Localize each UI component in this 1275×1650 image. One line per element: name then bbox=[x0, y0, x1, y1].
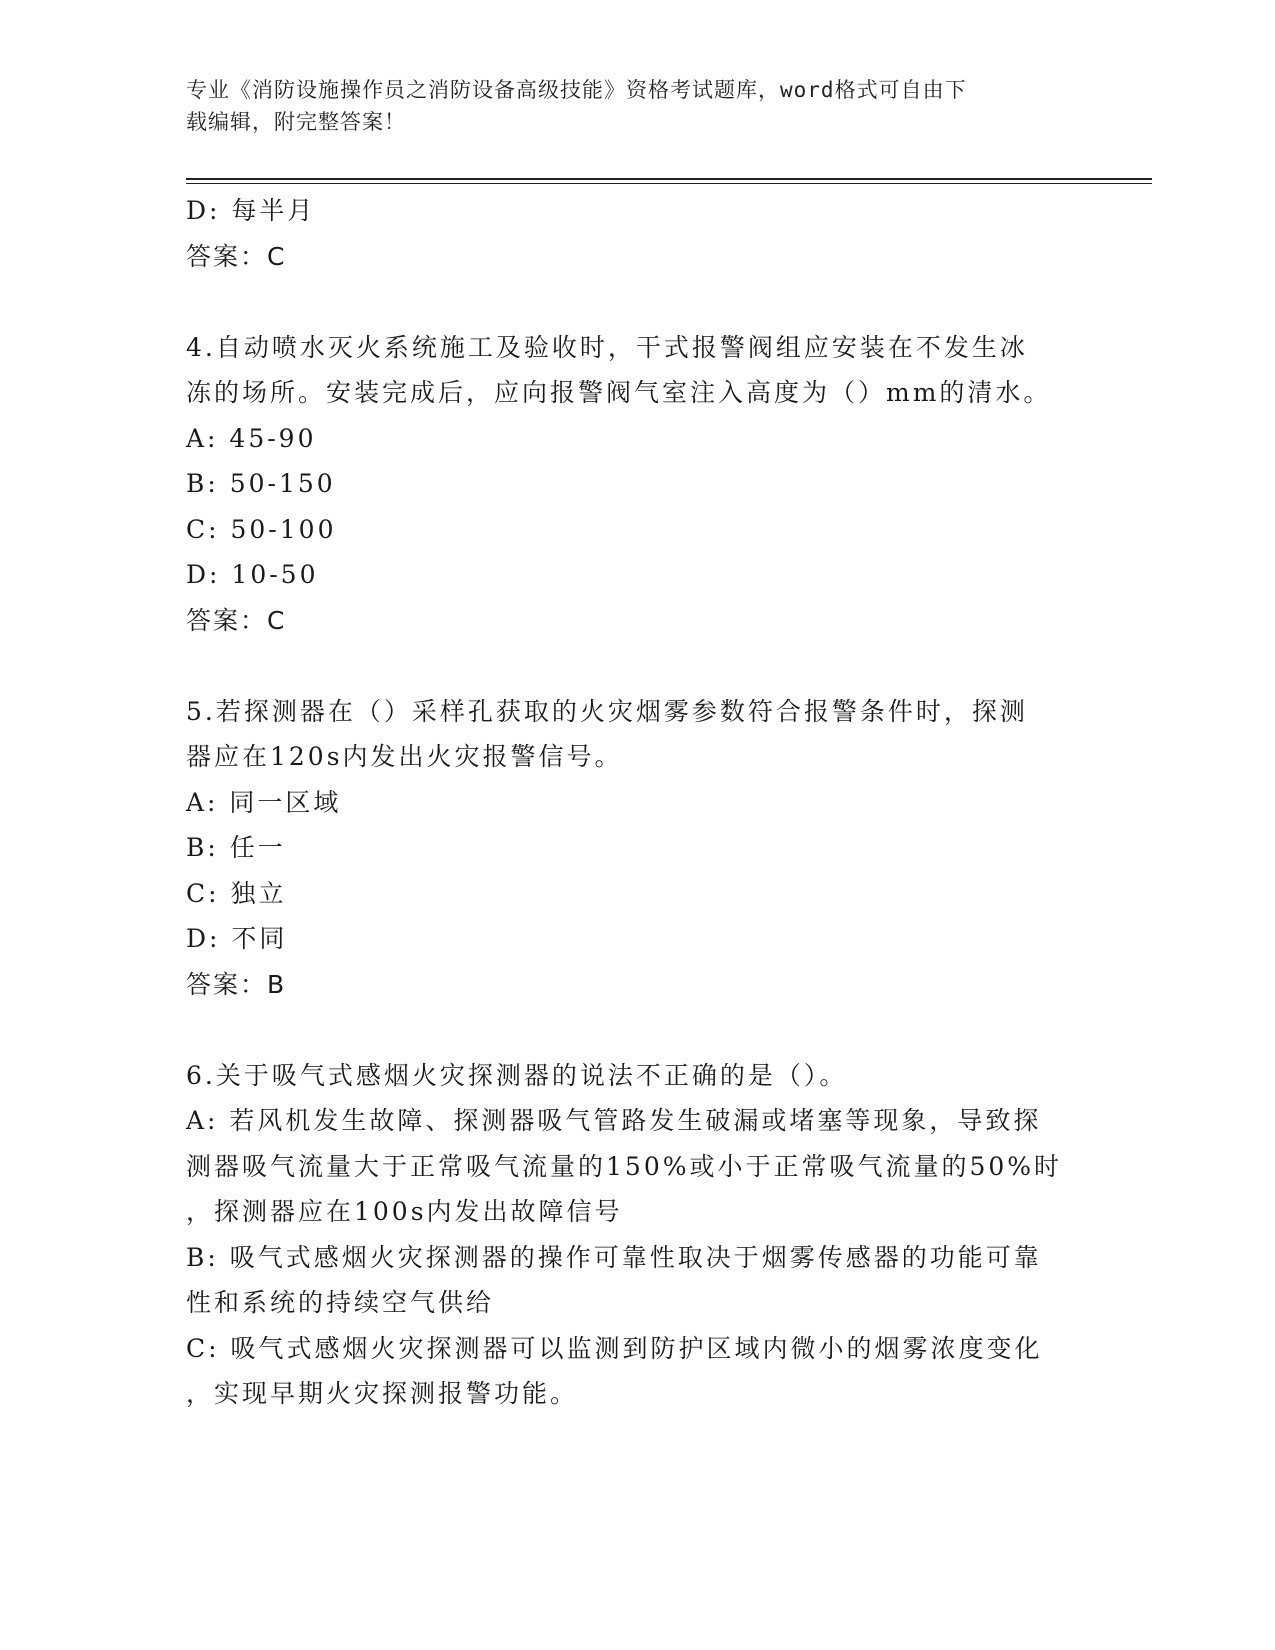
option-a: A: 同一区域 bbox=[186, 787, 342, 817]
option-b-continued: 性和系统的持续空气供给 bbox=[186, 1288, 495, 1317]
option-c: C: 独立 bbox=[186, 878, 287, 908]
spacer bbox=[186, 643, 1086, 689]
answer: 答案：B bbox=[186, 969, 287, 999]
question-3-tail bbox=[186, 188, 1086, 279]
option-b: B: 50-150 bbox=[186, 469, 336, 498]
header-line-1: 专业《消防设施操作员之消防设备高级技能》资格考试题库，word格式可自由下 bbox=[186, 78, 967, 102]
document-body bbox=[186, 188, 1086, 1417]
page-header bbox=[186, 74, 1066, 138]
header-divider-thin bbox=[186, 183, 1152, 184]
option-d: D: 不同 bbox=[186, 924, 288, 953]
option-d: D: 10-50 bbox=[186, 560, 319, 589]
question-stem: 器应在120s内发出火灾报警信号。 bbox=[186, 742, 623, 771]
question-6 bbox=[186, 1053, 1086, 1417]
question-4 bbox=[186, 325, 1086, 644]
question-stem: 冻的场所。安装完成后，应向报警阀气室注入高度为（）mm的清水。 bbox=[186, 378, 1052, 407]
option-a: A: 若风机发生故障、探测器吸气管路发生破漏或堵塞等现象，导致探 bbox=[186, 1106, 1042, 1135]
question-stem: 6.关于吸气式感烟火灾探测器的说法不正确的是（）。 bbox=[186, 1060, 848, 1090]
question-5 bbox=[186, 689, 1086, 1008]
question-stem: 4.自动喷水灭火系统施工及验收时，干式报警阀组应安装在不发生冰 bbox=[186, 332, 1028, 362]
option-a: A: 45-90 bbox=[186, 423, 317, 453]
option-c: C: 吸气式感烟火灾探测器可以监测到防护区域内微小的烟雾浓度变化 bbox=[186, 1333, 1043, 1363]
option-c-continued: ，实现早期火灾探测报警功能。 bbox=[186, 1379, 579, 1408]
header-divider-thick bbox=[186, 178, 1152, 180]
option-a-continued: ，探测器应在100s内发出故障信号 bbox=[186, 1197, 623, 1226]
spacer bbox=[186, 1007, 1086, 1053]
answer: 答案：C bbox=[186, 605, 287, 635]
question-stem: 5.若探测器在（）采样孔获取的火灾烟雾参数符合报警条件时，探测 bbox=[186, 696, 1028, 726]
option-c: C: 50-100 bbox=[186, 514, 337, 544]
answer: 答案：C bbox=[186, 241, 287, 271]
option-a-continued: 测器吸气流量大于正常吸气流量的150%或小于正常吸气流量的50%时 bbox=[186, 1151, 1063, 1181]
option-d: D: 每半月 bbox=[186, 196, 316, 225]
header-line-2: 载编辑，附完整答案！ bbox=[186, 110, 406, 134]
spacer bbox=[186, 279, 1086, 325]
option-b: B: 任一 bbox=[186, 833, 286, 862]
option-b: B: 吸气式感烟火灾探测器的操作可靠性取决于烟雾传感器的功能可靠 bbox=[186, 1242, 1042, 1272]
